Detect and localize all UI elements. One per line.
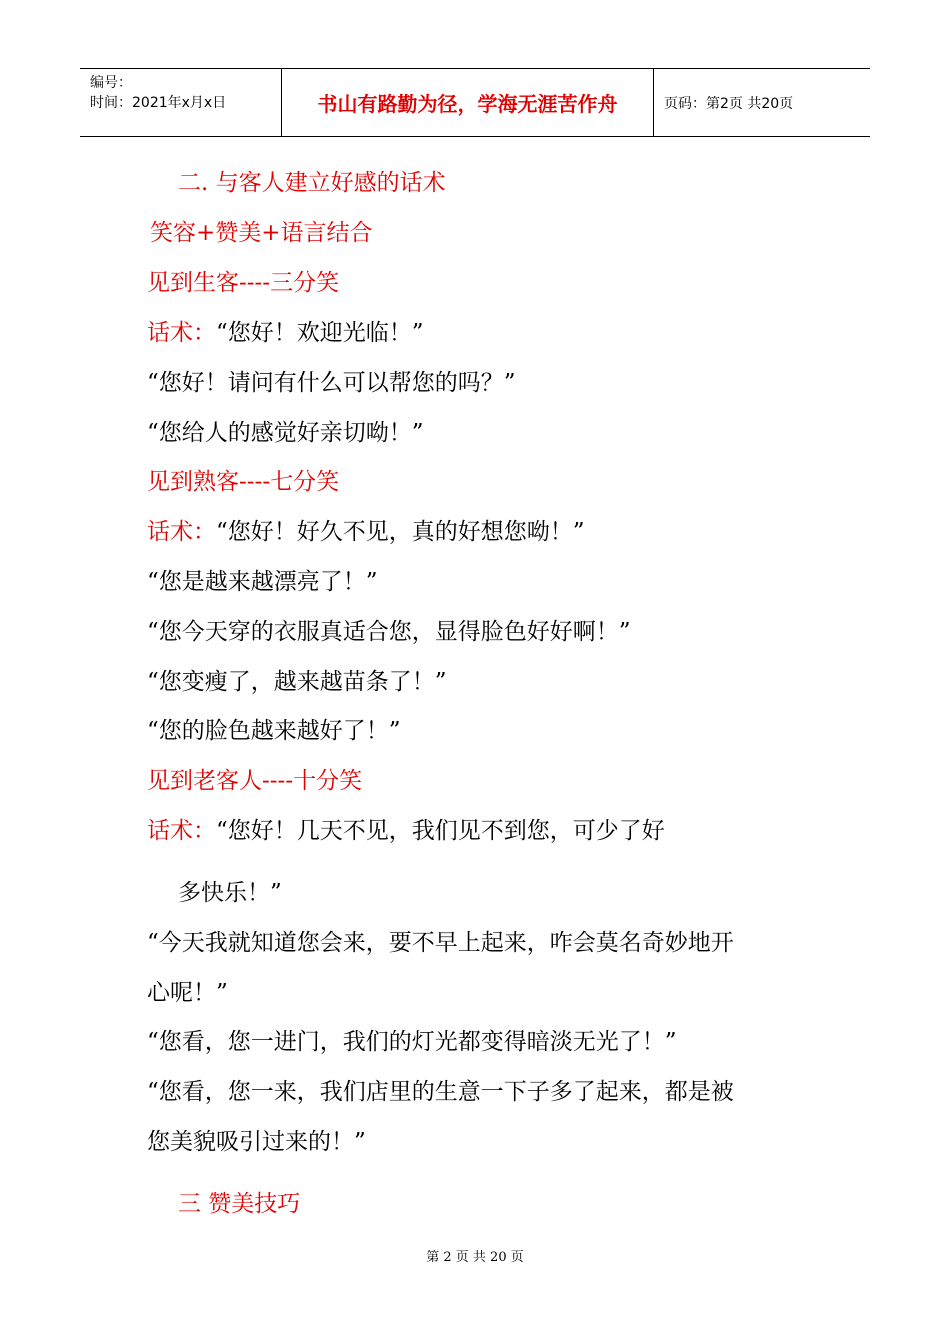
script-line: 心呢！” xyxy=(147,980,228,1006)
script-line: “今天我就知道您会来，要不早上起来，咋会莫名奇妙地开 xyxy=(147,930,734,956)
script-line: “您好！几天不见，我们见不到您，可少了好 xyxy=(216,818,665,844)
script-line: “您好！欢迎光临！” xyxy=(216,320,424,346)
script-line: 多快乐！” xyxy=(178,880,282,906)
script-line: “您看，您一来，我们店里的生意一下子多了起来，都是被 xyxy=(147,1079,734,1105)
script-line: “您是越来越漂亮了！” xyxy=(147,569,378,595)
familiar-customer-script xyxy=(147,517,585,547)
script-label: 话术： xyxy=(147,519,216,545)
header-motto-cell xyxy=(282,69,654,136)
section2-title: 二. 与客人建立好感的话术 xyxy=(178,170,446,196)
familiar-customer-heading: 见到熟客----七分笑 xyxy=(147,469,340,495)
section3-title: 三 赞美技巧 xyxy=(178,1191,301,1217)
script-line: “您变瘦了，越来越苗条了！” xyxy=(147,669,447,695)
script-label: 话术： xyxy=(147,818,216,844)
header-motto: 书山有路勤为径，学海无涯苦作舟 xyxy=(317,92,618,116)
script-line: “您好！好久不见，真的好想您呦！” xyxy=(216,519,585,545)
header-page-info: 页码：第2页 共20页 xyxy=(664,95,794,112)
old-customer-heading: 见到老客人----十分笑 xyxy=(147,768,363,794)
script-line: “您给人的感觉好亲切呦！” xyxy=(147,420,424,446)
script-line: 您美貌吸引过来的！” xyxy=(147,1129,366,1155)
script-label: 话术： xyxy=(147,320,216,346)
page-header xyxy=(80,68,870,137)
script-line: “您好！请问有什么可以帮您的吗？” xyxy=(147,370,516,396)
page-footer: 第 2 页 共 20 页 xyxy=(426,1250,524,1265)
old-customer-script xyxy=(147,816,665,846)
script-line: “您看，您一进门，我们的灯光都变得暗淡无光了！” xyxy=(147,1029,677,1055)
script-line: “您的脸色越来越好了！” xyxy=(147,718,401,744)
principle-heading: 笑容+赞美+语言结合 xyxy=(150,220,373,246)
new-customer-heading: 见到生客----三分笑 xyxy=(147,270,340,296)
time-label: 时间：2021年x月x日 xyxy=(90,95,227,111)
new-customer-script xyxy=(147,318,424,348)
number-label: 编号： xyxy=(90,75,132,91)
header-meta xyxy=(80,69,282,136)
script-line: “您今天穿的衣服真适合您，显得脸色好好啊！” xyxy=(147,619,631,645)
